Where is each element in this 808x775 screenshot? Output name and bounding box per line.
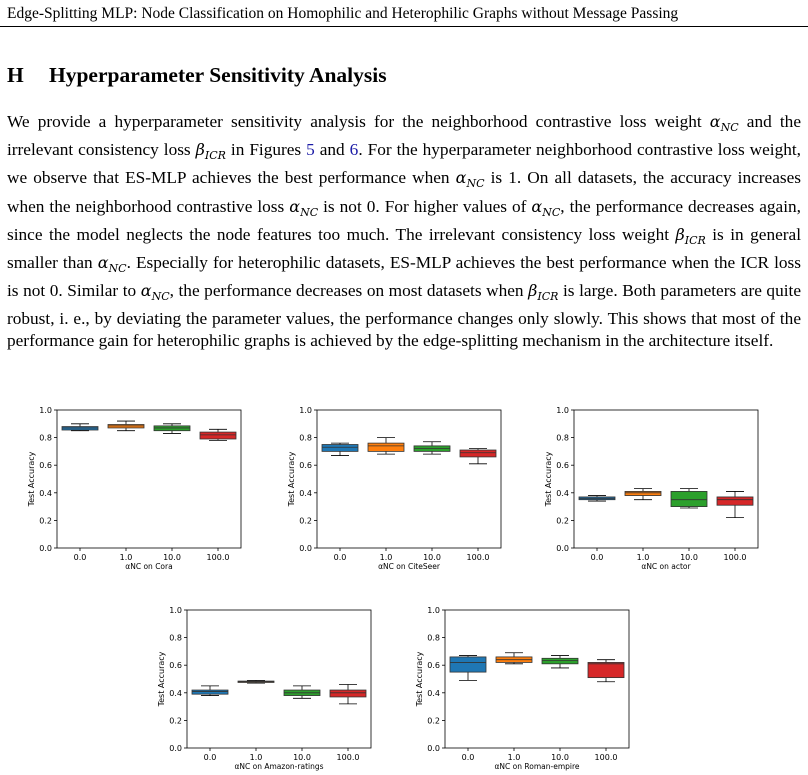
text-run: . For the hyperparameter neighborhood contrastive loss weight, we observe that ES-MLP achieves the best performance when <box>7 140 802 188</box>
box-10.0 <box>414 442 450 454</box>
y-tick-label: 1.0 <box>299 406 312 415</box>
text-run: and <box>314 140 350 160</box>
box-body <box>450 657 486 672</box>
box-1.0 <box>625 489 661 500</box>
x-tick-label: 0.0 <box>203 753 217 762</box>
x-tick-label: 100.0 <box>723 553 747 562</box>
y-tick-label: 0.0 <box>169 744 182 753</box>
y-axis-label: Test Accuracy <box>157 651 166 707</box>
y-tick-label: 0.8 <box>299 433 312 443</box>
box-100.0 <box>588 660 624 682</box>
x-tick-label: 0.0 <box>461 753 475 762</box>
box-10.0 <box>542 656 578 668</box>
box-10.0 <box>154 424 190 434</box>
body-paragraph <box>7 111 801 352</box>
x-axis-label: αNC on Cora <box>125 562 173 571</box>
box-100.0 <box>330 685 366 704</box>
box-body <box>671 491 707 506</box>
box-0.0 <box>322 443 358 455</box>
header-rule <box>0 26 808 27</box>
text-run: is 1. On all datasets, the accuracy increases when the neighborhood contrastive loss <box>7 168 802 216</box>
y-tick-label: 0.6 <box>39 461 52 471</box>
x-tick-label: 1.0 <box>507 753 521 762</box>
box-body <box>460 450 496 457</box>
x-tick-label: 100.0 <box>336 753 360 762</box>
x-tick-label: 100.0 <box>466 553 490 562</box>
y-tick-label: 1.0 <box>427 606 440 615</box>
y-tick-label: 0.2 <box>299 516 312 526</box>
x-axis-label: αNC on CiteSeer <box>378 562 440 571</box>
box-body <box>368 443 404 451</box>
box-body <box>330 690 366 697</box>
math-alpha-nc: $\alpha_{NC}$ <box>709 112 739 135</box>
y-tick-label: 0.0 <box>427 744 440 753</box>
text-run: in Figures <box>225 140 307 160</box>
y-axis-label: Test Accuracy <box>544 451 553 507</box>
math-alpha-nc: $\alpha_{NC}$ <box>97 252 127 276</box>
box-100.0 <box>717 491 753 517</box>
boxplot-actor <box>537 402 767 574</box>
y-tick-label: 0.0 <box>556 544 569 553</box>
plot-frame <box>445 610 629 748</box>
math-beta-icr: $\beta_{ICR}$ <box>675 224 706 247</box>
boxplot-roman-empire <box>408 602 638 774</box>
text-run: , the performance decreases on most datasets when <box>169 281 529 301</box>
x-tick-label: 0.0 <box>73 553 87 562</box>
section-title-text: Hyperparameter Sensitivity Analysis <box>49 63 387 87</box>
math-beta-icr: $\beta_{ICR}$ <box>528 281 559 304</box>
box-1.0 <box>238 680 274 683</box>
x-tick-label: 1.0 <box>379 553 393 562</box>
y-tick-label: 0.2 <box>427 716 440 726</box>
y-tick-label: 0.4 <box>169 688 182 698</box>
y-axis-label: Test Accuracy <box>27 451 36 507</box>
box-body <box>200 432 236 439</box>
plot-frame <box>574 410 758 548</box>
x-tick-label: 0.0 <box>333 553 347 562</box>
y-tick-label: 0.4 <box>39 488 52 498</box>
box-1.0 <box>496 653 532 664</box>
y-tick-label: 0.8 <box>556 433 569 443</box>
box-body <box>588 662 624 677</box>
x-axis-label: αNC on Roman-empire <box>494 762 580 771</box>
text-run: is not 0. For higher values of <box>318 196 532 216</box>
y-tick-label: 0.8 <box>169 633 182 643</box>
text-run: is in general smaller than <box>7 224 801 272</box>
box-body <box>717 497 753 505</box>
plot-frame <box>317 410 501 548</box>
x-axis-label: αNC on Amazon-ratings <box>234 762 324 771</box>
box-body <box>625 491 661 495</box>
y-tick-label: 0.0 <box>299 544 312 553</box>
text-run: . Especially for heterophilic datasets, ES-MLP achieves the best performance when the ICR loss is not 0. Similar to <box>7 252 801 301</box>
y-tick-label: 0.0 <box>39 544 52 553</box>
box-100.0 <box>200 429 236 440</box>
text-run: and the irrelevant consistency loss <box>7 112 801 160</box>
x-tick-label: 100.0 <box>206 553 230 562</box>
section-title <box>7 63 387 88</box>
math-alpha-nc: $\alpha_{NC}$ <box>531 196 561 219</box>
y-tick-label: 1.0 <box>556 406 569 415</box>
y-tick-label: 0.4 <box>556 488 569 498</box>
y-tick-label: 1.0 <box>169 606 182 615</box>
text-run: We provide a hyperparameter sensitivity analysis for the neighborhood contrastive loss weight <box>7 112 710 131</box>
x-axis-label: αNC on actor <box>641 562 691 571</box>
x-tick-label: 10.0 <box>423 553 441 562</box>
math-alpha-nc: $\alpha_{NC}$ <box>455 168 485 191</box>
y-tick-label: 0.6 <box>427 661 440 671</box>
box-body <box>542 658 578 664</box>
y-tick-label: 0.4 <box>427 688 440 698</box>
plot-frame <box>187 610 371 748</box>
box-0.0 <box>62 424 98 431</box>
math-alpha-nc: $\alpha_{NC}$ <box>289 196 319 219</box>
y-tick-label: 0.2 <box>169 716 182 726</box>
x-tick-label: 1.0 <box>119 553 133 562</box>
y-axis-label: Test Accuracy <box>287 451 296 507</box>
box-body <box>192 690 228 694</box>
y-tick-label: 0.6 <box>169 661 182 671</box>
x-tick-label: 10.0 <box>680 553 698 562</box>
box-0.0 <box>579 496 615 502</box>
boxplot-cora <box>20 402 250 574</box>
box-1.0 <box>108 421 144 431</box>
y-tick-label: 0.4 <box>299 488 312 498</box>
x-tick-label: 100.0 <box>594 753 618 762</box>
x-tick-label: 10.0 <box>551 753 569 762</box>
box-body <box>322 445 358 452</box>
y-tick-label: 0.6 <box>556 461 569 471</box>
x-tick-label: 0.0 <box>590 553 604 562</box>
x-tick-label: 1.0 <box>636 553 650 562</box>
box-10.0 <box>671 489 707 508</box>
text-run: , the performance decreases again, since the model neglects the node features too much. The irrelevant consistency loss weight <box>7 196 801 244</box>
text-run: is large. Both parameters are quite robust, i. e., by deviating the parameter values, the performance changes only slowly. This shows that most of the performance gain for heterophilic graphs is achieved by the edge-splitting mechanism in the architecture itself. <box>7 281 801 351</box>
boxplot-citeseer <box>280 402 510 574</box>
box-0.0 <box>450 656 486 681</box>
figure-5-link[interactable]: 5 <box>306 140 315 160</box>
y-tick-label: 0.6 <box>299 461 312 471</box>
boxplot-amazon-ratings <box>150 602 380 774</box>
y-tick-label: 1.0 <box>39 406 52 415</box>
x-tick-label: 10.0 <box>163 553 181 562</box>
box-0.0 <box>192 686 228 696</box>
y-axis-label: Test Accuracy <box>415 651 424 707</box>
x-tick-label: 10.0 <box>293 753 311 762</box>
section-number: H <box>7 63 24 87</box>
box-1.0 <box>368 438 404 455</box>
y-tick-label: 0.8 <box>427 633 440 643</box>
figure-6-link[interactable]: 6 <box>349 140 359 160</box>
box-10.0 <box>284 686 320 698</box>
y-tick-label: 0.2 <box>556 516 569 526</box>
x-tick-label: 1.0 <box>249 753 263 762</box>
y-tick-label: 0.8 <box>39 433 52 443</box>
running-head: Edge-Splitting MLP: Node Classification on Homophilic and Heterophilic Graphs without Message Passing <box>7 5 679 22</box>
math-beta-icr: $\beta_{ICR}$ <box>195 140 226 163</box>
box-100.0 <box>460 449 496 464</box>
math-alpha-nc: $\alpha_{NC}$ <box>140 281 170 304</box>
y-tick-label: 0.2 <box>39 516 52 526</box>
